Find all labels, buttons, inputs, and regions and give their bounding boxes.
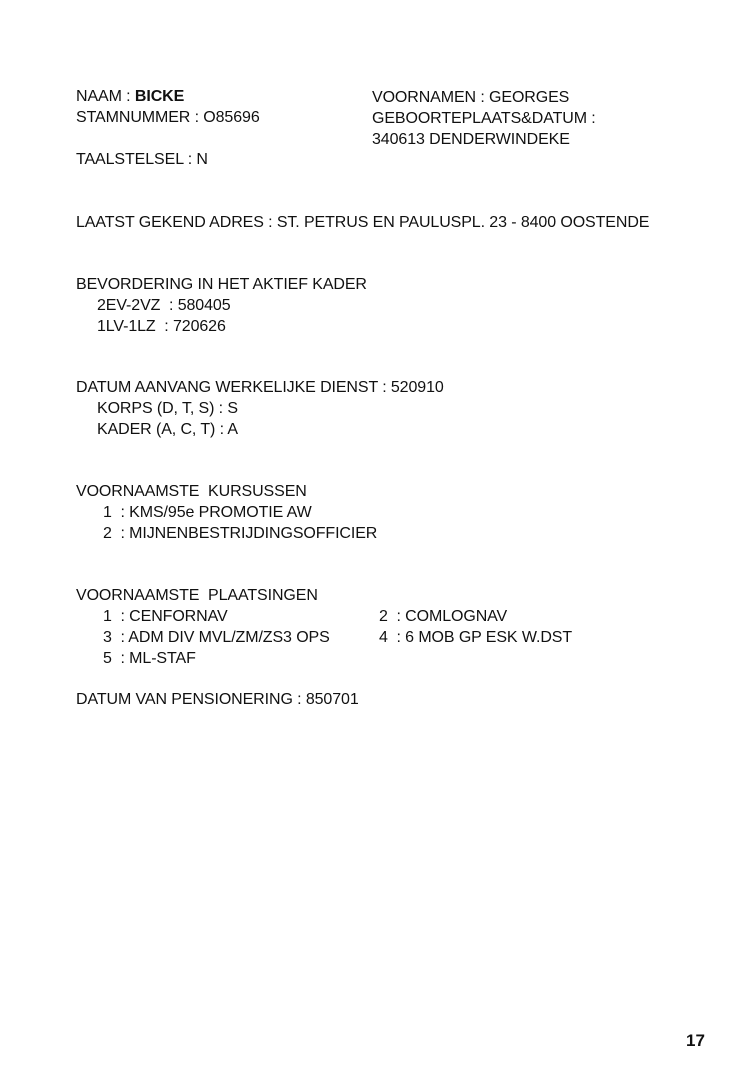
voornamen-line: VOORNAMEN : GEORGES	[372, 89, 570, 106]
plaatsing-item: 3 : ADM DIV MVL/ZM/ZS3 OPS	[103, 629, 330, 646]
page-number: 17	[686, 1031, 705, 1050]
dienst-heading: DATUM AANVANG WERKELIJKE DIENST : 520910	[76, 379, 444, 396]
kursus-item: 1 : KMS/95e PROMOTIE AW	[103, 504, 312, 521]
naam-value: BICKE	[134, 88, 185, 105]
plaatsing-item: 2 : COMLOGNAV	[379, 608, 508, 625]
stamnummer-line: STAMNUMMER : O85696	[76, 109, 260, 126]
plaatsing-item: 5 : ML-STAF	[103, 650, 196, 667]
korps-line: KORPS (D, T, S) : S	[97, 400, 238, 417]
pensionering-line: DATUM VAN PENSIONERING : 850701	[76, 691, 359, 708]
taalstelsel-line: TAALSTELSEL : N	[76, 151, 208, 168]
kader-line: KADER (A, C, T) : A	[97, 421, 238, 438]
adres-line: LAATST GEKEND ADRES : ST. PETRUS EN PAULUSPL. 23 - 8400 OOSTENDE	[76, 214, 650, 231]
plaatsingen-heading: VOORNAAMSTE PLAATSINGEN	[76, 587, 318, 604]
naam-line	[76, 87, 184, 107]
bevordering-heading: BEVORDERING IN HET AKTIEF KADER	[76, 276, 367, 293]
kursussen-heading: VOORNAAMSTE KURSUSSEN	[76, 483, 307, 500]
geboorte-value: 340613 DENDERWINDEKE	[372, 131, 570, 148]
kursus-item: 2 : MIJNENBESTRIJDINGSOFFICIER	[103, 525, 378, 542]
plaatsing-item: 1 : CENFORNAV	[103, 608, 228, 625]
geboorte-label: GEBOORTEPLAATS&DATUM :	[372, 110, 596, 127]
bevordering-item: 1LV-1LZ : 720626	[97, 318, 226, 335]
naam-label: NAAM :	[76, 88, 131, 105]
plaatsing-item: 4 : 6 MOB GP ESK W.DST	[379, 629, 573, 646]
bevordering-item: 2EV-2VZ : 580405	[97, 297, 231, 314]
